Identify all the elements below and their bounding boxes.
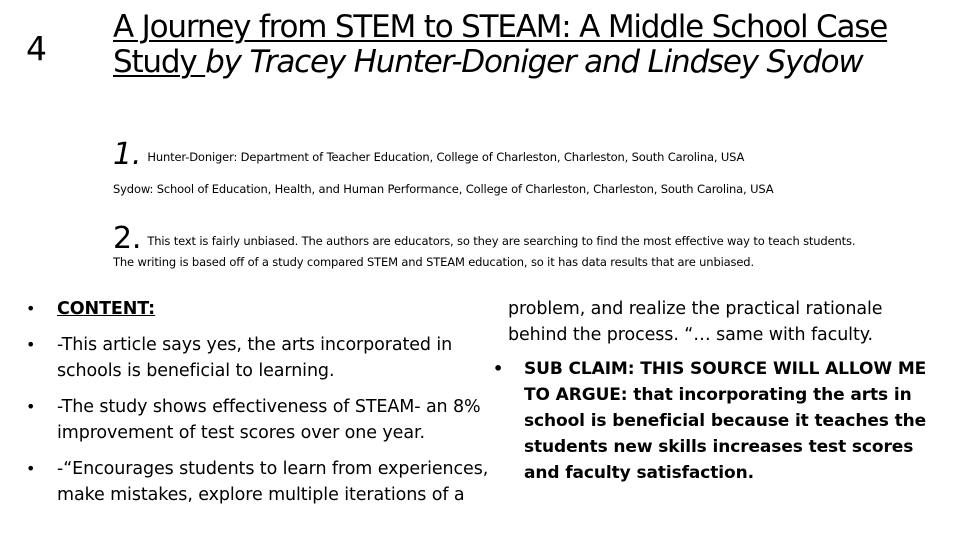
source-note-1-sub: Sydow: School of Education, Health, and Human Performance, College of Charleston, Charleston, South Carolina, USA [113, 182, 774, 196]
content-heading-item [41, 296, 491, 322]
slide-title [113, 10, 933, 81]
list-item: • -“Encourages students to learn from experiences, make mistakes, explore multiple iterations of a [41, 456, 491, 508]
source-note-2-label: 2. [113, 221, 142, 256]
continuation-text: problem, and realize the practical rationale behind the process. “… same with faculty. [508, 299, 883, 345]
list-item: • -This article says yes, the arts incorporated in schools is beneficial to learning. [41, 332, 491, 384]
list-item: • -The study shows effectiveness of STEAM- an 8% improvement of test scores over one year. [41, 394, 491, 446]
source-note-2-text: This text is fairly unbiased. The authors are educators, so they are searching to find the most effective way to teach students. The writing is based off of a study compared STEM and STEAM education, so it has data results that are unbiased. [113, 234, 856, 269]
article-byline: by Tracey Hunter-Doniger and Lindsey Sydow [205, 44, 863, 81]
right-column [508, 296, 938, 496]
right-bullet-list [508, 296, 938, 486]
source-note-1-label: 1. [113, 137, 142, 172]
source-note-2 [113, 221, 863, 271]
article-title: A Journey from STEM to STEAM: A Middle School Case Study [113, 9, 888, 81]
left-bullet-list [41, 296, 491, 508]
source-note-1 [113, 137, 873, 172]
sub-claim: • SUB CLAIM: THIS SOURCE WILL ALLOW ME TO ARGUE: that incorporating the arts in school is beneficial because it teaches the students new skills increases test scores and faculty satisfaction. [508, 356, 938, 486]
slide-number: 4 [26, 29, 47, 68]
left-column [41, 296, 491, 518]
content-heading: CONTENT: [57, 299, 156, 319]
source-note-1-text: Hunter-Doniger: Department of Teacher Education, College of Charleston, Charleston, South Carolina, USA [147, 150, 745, 164]
